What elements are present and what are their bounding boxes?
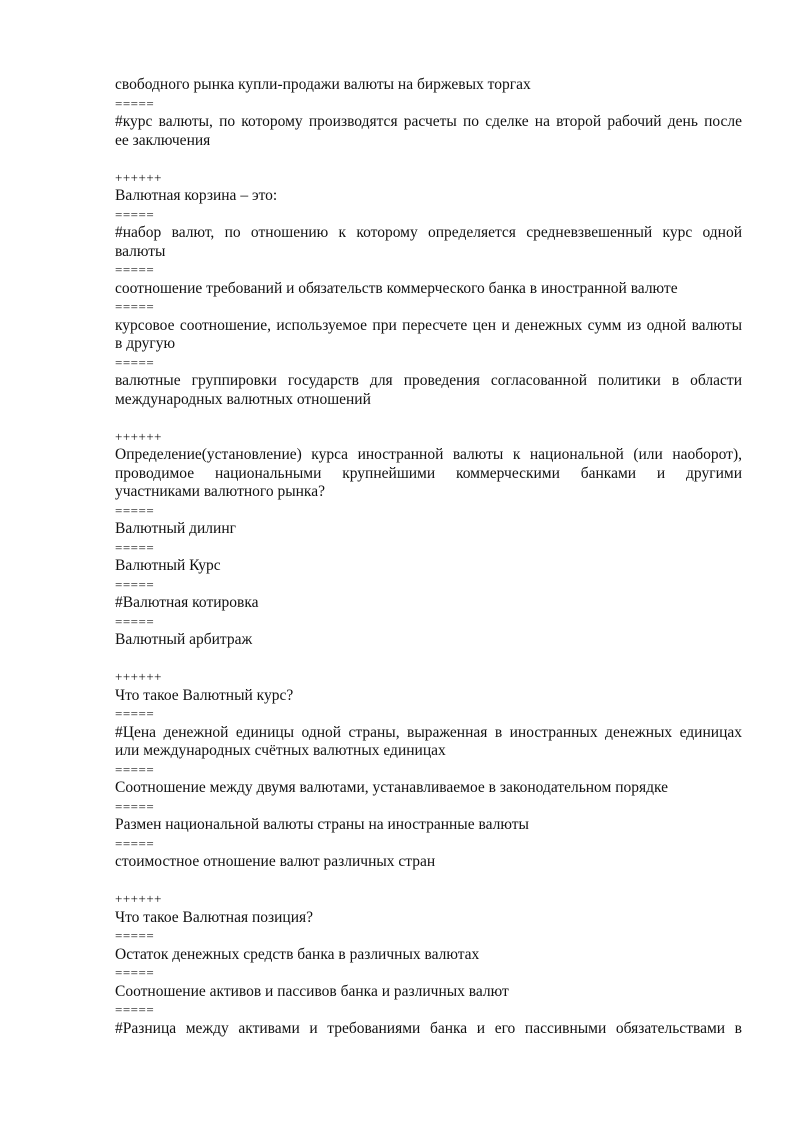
answer-text-correct: #Разница между активами и требованиями банка и его пассивными обязательствами в [115, 1019, 742, 1037]
answer-text: стоимостное отношение валют различных стран [115, 853, 436, 870]
answer-text: или международных счётных валютных единицах [115, 742, 446, 759]
answer-text: Остаток денежных средств банка в различных валютах [115, 945, 480, 963]
answer-separator: ===== [115, 965, 155, 980]
answer-text: Соотношение между двумя валютами, устанавливаемое в законодательном порядке [115, 779, 669, 796]
answer-separator: ===== [115, 1002, 155, 1017]
answer-separator: ===== [115, 706, 155, 721]
answer-separator: ===== [115, 354, 155, 370]
answer-text: ее заключения [115, 131, 211, 149]
answer-text: Валютный Курс [115, 557, 221, 574]
answer-text: курсовое соотношение, используемое при пересчете цен и денежных сумм из одной валюты [115, 316, 742, 334]
answer-separator: ===== [115, 835, 155, 851]
question-text: Что такое Валютная позиция? [115, 908, 314, 926]
answer-separator: ===== [115, 798, 155, 814]
question-text: Что такое Валютный курс? [115, 686, 294, 704]
answer-separator: ===== [115, 539, 155, 555]
answer-text: Размен национальной валюты страны на иностранные валюты [115, 816, 529, 833]
answer-text: Валютный дилинг [115, 520, 236, 537]
answer-text-correct: #Цена денежной единицы одной страны, выраженная в иностранных денежных единицах [115, 723, 742, 741]
answer-text: валютные группировки государств для проведения согласованной политики в области [115, 372, 742, 389]
document-content [115, 76, 742, 1038]
answer-separator: ===== [115, 95, 155, 111]
answer-separator: ===== [115, 613, 155, 629]
answer-text: свободного рынка купли-продажи валюты на биржевых торгах [115, 76, 531, 93]
question-text: участниками валютного рынка? [115, 483, 325, 500]
answer-text: валюты [115, 242, 166, 260]
answer-separator: ===== [115, 576, 155, 592]
answer-text: международных валютных отношений [115, 390, 371, 408]
answer-separator: ===== [115, 928, 155, 943]
answer-separator: ===== [115, 206, 155, 222]
question-separator: ++++++ [115, 428, 162, 444]
question-separator: ++++++ [115, 169, 162, 185]
question-separator: ++++++ [115, 891, 162, 906]
answer-separator: ===== [115, 502, 155, 518]
question-separator: ++++++ [115, 669, 162, 684]
answer-text: Валютный арбитраж [115, 631, 253, 648]
question-text: Валютная корзина – это: [115, 187, 278, 204]
answer-text-correct: #набор валют, по отношению к которому определяется средневзвешенный курс одной [115, 224, 742, 241]
answer-separator: ===== [115, 761, 155, 777]
answer-text-correct: #Валютная котировка [115, 594, 259, 611]
answer-text: соотношение требований и обязательств коммерческого банка в иностранной валюте [115, 279, 678, 297]
answer-text: Соотношение активов и пассивов банка и различных валют [115, 982, 509, 1000]
question-text: Определение(установление) курса иностранной валюты к национальной (или наоборот), [115, 446, 742, 463]
answer-separator: ===== [115, 262, 155, 277]
question-text: проводимое национальными крупнейшими коммерческими банками и другими [115, 464, 742, 482]
answer-text-correct: #курс валюты, по которому производятся расчеты по сделке на второй рабочий день после [115, 113, 742, 130]
answer-separator: ===== [115, 299, 155, 314]
answer-text: в другую [115, 335, 176, 352]
